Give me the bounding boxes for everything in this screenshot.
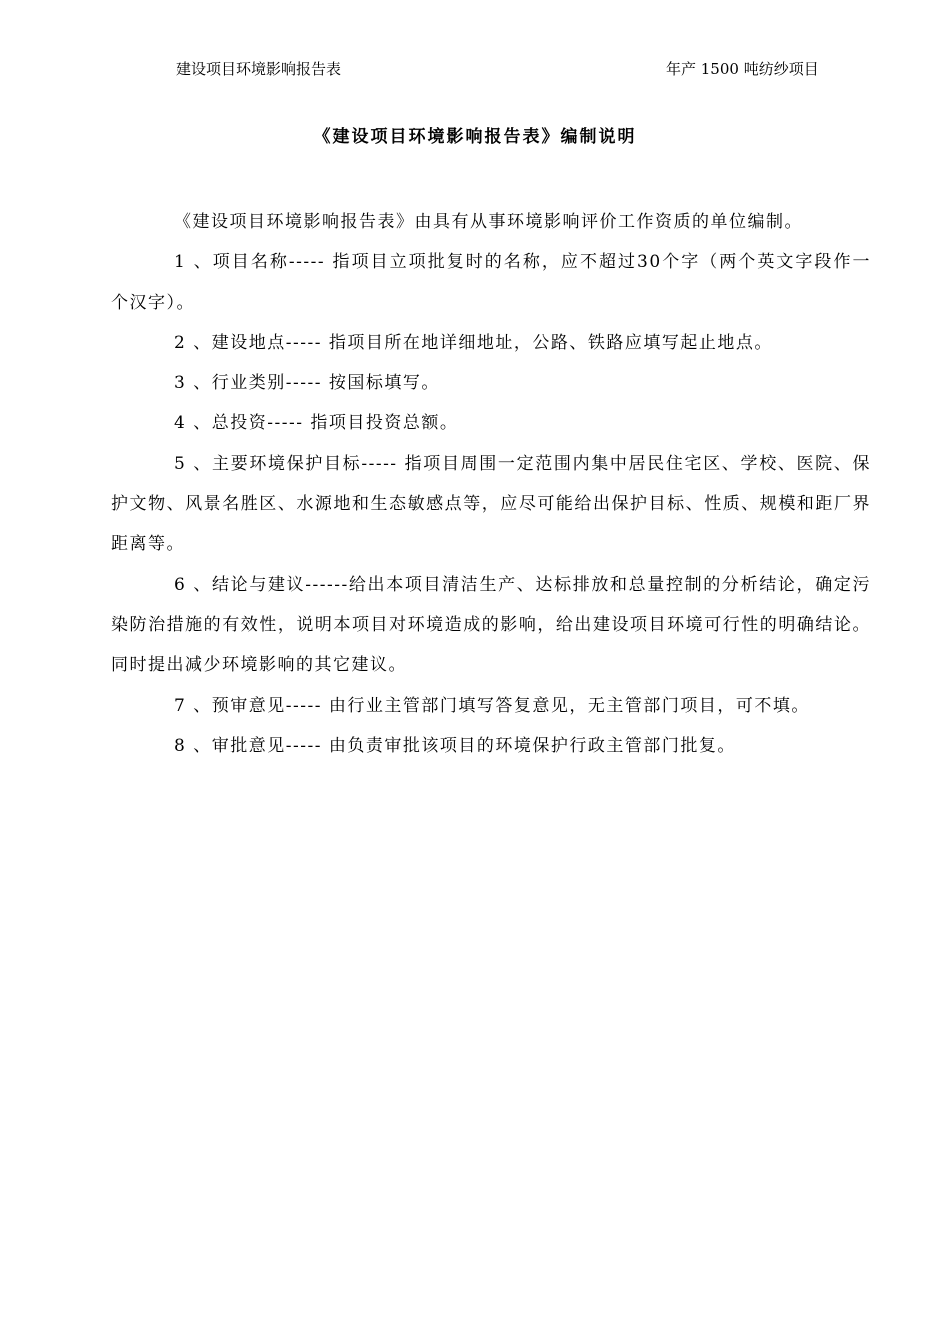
paragraph-item-6: 6 、结论与建议------给出本项目清洁生产、达标排放和总量控制的分析结论，确定污染防治措施的有效性，说明本项目对环境造成的影响，给出建设项目环境可行性的明确结论。同时提出减少环境影响的其它建议。 bbox=[111, 574, 871, 676]
document-body bbox=[111, 202, 871, 766]
document-title: 《建设项目环境影响报告表》编制说明 bbox=[313, 127, 637, 147]
paragraph-item-5: 5 、主要环境保护目标----- 指项目周围一定范围内集中居民住宅区、学校、医院、保护文物、风景名胜区、水源地和生态敏感点等，应尽可能给出保护目标、性质、规模和距厂界距离等。 bbox=[111, 453, 871, 555]
paragraph-item-1: 1 、项目名称----- 指项目立项批复时的名称，应不超过30个字（两个英文字段作一个汉字）。 bbox=[111, 252, 871, 313]
paragraph-item-4: 4 、总投资----- 指项目投资总额。 bbox=[174, 413, 459, 434]
header-project-name: 年产 1500 吨纺纱项目 bbox=[666, 60, 819, 78]
paragraph-item-3: 3 、行业类别----- 按国标填写。 bbox=[174, 373, 440, 394]
paragraph-item-8: 8 、审批意见----- 由负责审批该项目的环境保护行政主管部门批复。 bbox=[174, 735, 736, 756]
paragraph-item-7: 7 、预审意见----- 由行业主管部门填写答复意见，无主管部门项目，可不填。 bbox=[174, 695, 810, 716]
paragraph-item-2: 2 、建设地点----- 指项目所在地详细地址，公路、铁路应填写起止地点。 bbox=[174, 332, 773, 353]
header-report-name: 建设项目环境影响报告表 bbox=[176, 60, 342, 78]
paragraph-intro: 《建设项目环境影响报告表》由具有从事环境影响评价工作资质的单位编制。 bbox=[174, 212, 803, 232]
